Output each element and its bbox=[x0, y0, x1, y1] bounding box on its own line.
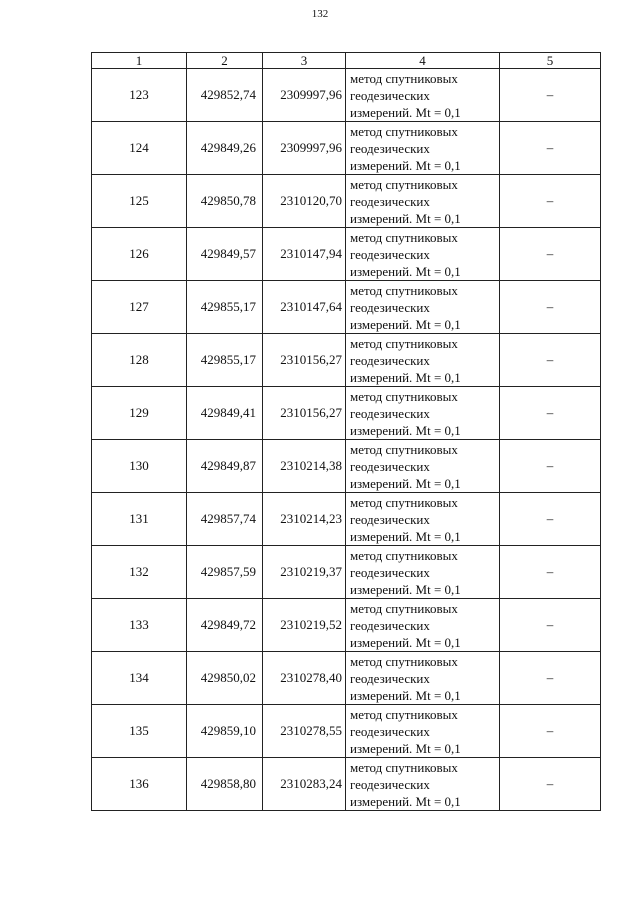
method-line: измерений. Mt = 0,1 bbox=[350, 475, 461, 491]
table-row bbox=[92, 758, 601, 811]
method-line: измерений. Mt = 0,1 bbox=[350, 687, 461, 703]
x-coordinate-cell: 429850,02 bbox=[187, 652, 263, 705]
y-coordinate-cell: 2310283,24 bbox=[263, 758, 346, 811]
method-cell bbox=[346, 281, 500, 334]
method-cell bbox=[346, 69, 500, 122]
y-coordinate-cell: 2310278,55 bbox=[263, 705, 346, 758]
x-coordinate-cell: 429859,10 bbox=[187, 705, 263, 758]
method-line: метод спутниковых bbox=[350, 229, 458, 245]
table-row bbox=[92, 175, 601, 228]
x-coordinate-cell: 429852,74 bbox=[187, 69, 263, 122]
column-header-2: 2 bbox=[187, 53, 263, 69]
method-line: метод спутниковых bbox=[350, 494, 458, 510]
table-row bbox=[92, 599, 601, 652]
note-cell: – bbox=[500, 387, 601, 440]
x-coordinate-cell: 429850,78 bbox=[187, 175, 263, 228]
y-coordinate-cell: 2310156,27 bbox=[263, 387, 346, 440]
method-cell bbox=[346, 652, 500, 705]
method-line: метод спутниковых bbox=[350, 706, 458, 722]
method-line: метод спутниковых bbox=[350, 653, 458, 669]
x-coordinate-cell: 429857,59 bbox=[187, 546, 263, 599]
y-coordinate-cell: 2310147,64 bbox=[263, 281, 346, 334]
method-line: геодезических bbox=[350, 87, 430, 103]
method-line: метод спутниковых bbox=[350, 123, 458, 139]
point-number-cell: 132 bbox=[92, 546, 187, 599]
table-row bbox=[92, 228, 601, 281]
method-line: геодезических bbox=[350, 140, 430, 156]
note-cell: – bbox=[500, 228, 601, 281]
method-cell bbox=[346, 334, 500, 387]
method-cell bbox=[346, 705, 500, 758]
point-number-cell: 134 bbox=[92, 652, 187, 705]
y-coordinate-cell: 2310278,40 bbox=[263, 652, 346, 705]
method-line: измерений. Mt = 0,1 bbox=[350, 581, 461, 597]
table-row bbox=[92, 334, 601, 387]
method-line: геодезических bbox=[350, 458, 430, 474]
note-cell: – bbox=[500, 281, 601, 334]
coordinates-table bbox=[91, 52, 601, 811]
column-header-5: 5 bbox=[500, 53, 601, 69]
method-line: измерений. Mt = 0,1 bbox=[350, 422, 461, 438]
method-line: измерений. Mt = 0,1 bbox=[350, 263, 461, 279]
method-line: геодезических bbox=[350, 617, 430, 633]
y-coordinate-cell: 2309997,96 bbox=[263, 69, 346, 122]
x-coordinate-cell: 429849,41 bbox=[187, 387, 263, 440]
method-line: геодезических bbox=[350, 564, 430, 580]
x-coordinate-cell: 429849,57 bbox=[187, 228, 263, 281]
method-line: измерений. Mt = 0,1 bbox=[350, 528, 461, 544]
method-line: геодезических bbox=[350, 299, 430, 315]
method-cell bbox=[346, 758, 500, 811]
table-row bbox=[92, 387, 601, 440]
x-coordinate-cell: 429857,74 bbox=[187, 493, 263, 546]
method-line: геодезических bbox=[350, 670, 430, 686]
point-number-cell: 127 bbox=[92, 281, 187, 334]
note-cell: – bbox=[500, 440, 601, 493]
note-cell: – bbox=[500, 546, 601, 599]
method-line: метод спутниковых bbox=[350, 70, 458, 86]
method-line: геодезических bbox=[350, 352, 430, 368]
note-cell: – bbox=[500, 599, 601, 652]
y-coordinate-cell: 2310156,27 bbox=[263, 334, 346, 387]
method-line: измерений. Mt = 0,1 bbox=[350, 316, 461, 332]
y-coordinate-cell: 2310219,52 bbox=[263, 599, 346, 652]
method-line: метод спутниковых bbox=[350, 600, 458, 616]
method-line: метод спутниковых bbox=[350, 759, 458, 775]
method-line: измерений. Mt = 0,1 bbox=[350, 157, 461, 173]
y-coordinate-cell: 2310214,23 bbox=[263, 493, 346, 546]
x-coordinate-cell: 429849,72 bbox=[187, 599, 263, 652]
method-line: измерений. Mt = 0,1 bbox=[350, 104, 461, 120]
page-number: 132 bbox=[311, 8, 329, 20]
point-number-cell: 135 bbox=[92, 705, 187, 758]
x-coordinate-cell: 429849,87 bbox=[187, 440, 263, 493]
method-line: геодезических bbox=[350, 193, 430, 209]
method-cell bbox=[346, 387, 500, 440]
method-line: геодезических bbox=[350, 511, 430, 527]
note-cell: – bbox=[500, 493, 601, 546]
method-line: измерений. Mt = 0,1 bbox=[350, 210, 461, 226]
table-row bbox=[92, 546, 601, 599]
table-row bbox=[92, 281, 601, 334]
column-header-3: 3 bbox=[263, 53, 346, 69]
note-cell: – bbox=[500, 758, 601, 811]
method-line: измерений. Mt = 0,1 bbox=[350, 740, 461, 756]
table-row bbox=[92, 122, 601, 175]
method-line: метод спутниковых bbox=[350, 335, 458, 351]
column-header-4: 4 bbox=[346, 53, 500, 69]
point-number-cell: 136 bbox=[92, 758, 187, 811]
note-cell: – bbox=[500, 705, 601, 758]
point-number-cell: 129 bbox=[92, 387, 187, 440]
column-header-1: 1 bbox=[92, 53, 187, 69]
table-row bbox=[92, 705, 601, 758]
method-cell bbox=[346, 122, 500, 175]
note-cell: – bbox=[500, 175, 601, 228]
note-cell: – bbox=[500, 652, 601, 705]
point-number-cell: 130 bbox=[92, 440, 187, 493]
method-line: метод спутниковых bbox=[350, 176, 458, 192]
method-cell bbox=[346, 599, 500, 652]
method-line: метод спутниковых bbox=[350, 547, 458, 563]
method-line: геодезических bbox=[350, 776, 430, 792]
table-header-row bbox=[92, 53, 601, 69]
method-line: измерений. Mt = 0,1 bbox=[350, 793, 461, 809]
method-cell bbox=[346, 175, 500, 228]
x-coordinate-cell: 429858,80 bbox=[187, 758, 263, 811]
method-line: метод спутниковых bbox=[350, 282, 458, 298]
y-coordinate-cell: 2310147,94 bbox=[263, 228, 346, 281]
x-coordinate-cell: 429855,17 bbox=[187, 281, 263, 334]
point-number-cell: 126 bbox=[92, 228, 187, 281]
table-row bbox=[92, 493, 601, 546]
point-number-cell: 131 bbox=[92, 493, 187, 546]
note-cell: – bbox=[500, 122, 601, 175]
method-line: метод спутниковых bbox=[350, 388, 458, 404]
method-line: измерений. Mt = 0,1 bbox=[350, 634, 461, 650]
method-cell bbox=[346, 228, 500, 281]
point-number-cell: 123 bbox=[92, 69, 187, 122]
note-cell: – bbox=[500, 69, 601, 122]
y-coordinate-cell: 2310214,38 bbox=[263, 440, 346, 493]
table-row bbox=[92, 652, 601, 705]
method-cell bbox=[346, 440, 500, 493]
method-cell bbox=[346, 546, 500, 599]
method-line: геодезических bbox=[350, 405, 430, 421]
y-coordinate-cell: 2310120,70 bbox=[263, 175, 346, 228]
x-coordinate-cell: 429849,26 bbox=[187, 122, 263, 175]
method-cell bbox=[346, 493, 500, 546]
method-line: измерений. Mt = 0,1 bbox=[350, 369, 461, 385]
table-row bbox=[92, 440, 601, 493]
method-line: геодезических bbox=[350, 723, 430, 739]
point-number-cell: 125 bbox=[92, 175, 187, 228]
method-line: геодезических bbox=[350, 246, 430, 262]
point-number-cell: 128 bbox=[92, 334, 187, 387]
x-coordinate-cell: 429855,17 bbox=[187, 334, 263, 387]
note-cell: – bbox=[500, 334, 601, 387]
method-line: метод спутниковых bbox=[350, 441, 458, 457]
y-coordinate-cell: 2309997,96 bbox=[263, 122, 346, 175]
point-number-cell: 124 bbox=[92, 122, 187, 175]
y-coordinate-cell: 2310219,37 bbox=[263, 546, 346, 599]
table-row bbox=[92, 69, 601, 122]
point-number-cell: 133 bbox=[92, 599, 187, 652]
